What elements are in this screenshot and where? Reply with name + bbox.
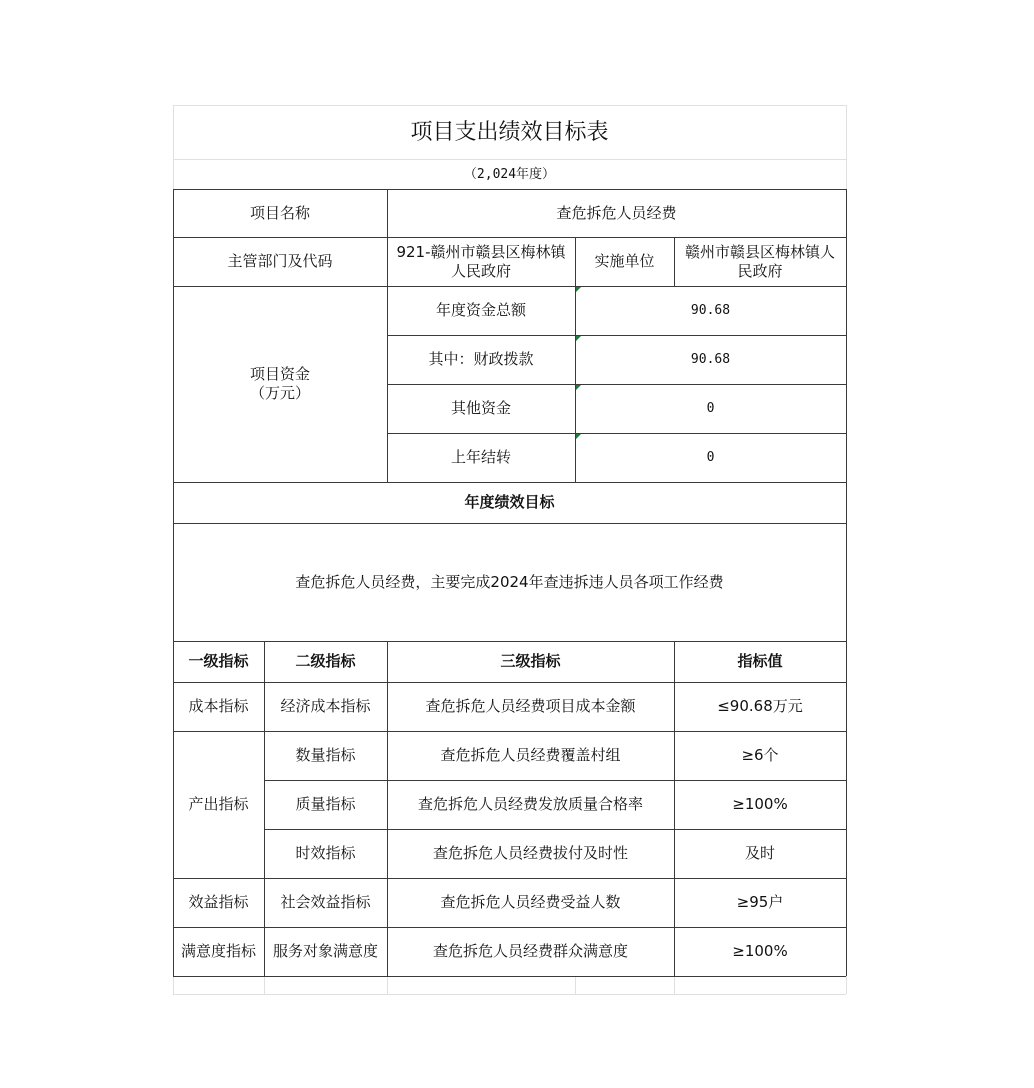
annual-goal-header: 年度绩效目标 — [464, 493, 555, 511]
indicator-column-header: 指标值 — [737, 652, 783, 670]
level2-indicator: 时效指标 — [295, 844, 356, 862]
grid-line — [173, 976, 174, 994]
department-label: 主管部门及代码 — [227, 252, 333, 270]
grid-line — [264, 976, 265, 994]
indicator-column-header: 二级指标 — [295, 652, 356, 670]
level3-indicator: 查危拆危人员经费拔付及时性 — [432, 844, 628, 862]
level1-indicator: 成本指标 — [188, 697, 249, 715]
indicator-value: ≥100% — [732, 942, 788, 960]
indicator-value: ≥6个 — [741, 746, 779, 764]
implementing-unit-value: 赣州市赣县区梅林镇人民政府 — [684, 242, 835, 280]
level3-indicator: 查危拆危人员经费受益人数 — [440, 893, 621, 911]
project-name-label: 项目名称 — [249, 203, 310, 222]
level2-indicator: 质量指标 — [295, 795, 356, 813]
grid-line — [846, 105, 847, 189]
level2-indicator: 社会效益指标 — [280, 893, 371, 911]
fiscal-year-label: （2,024年度） — [463, 166, 556, 182]
indicator-value: ≤90.68万元 — [717, 697, 803, 715]
performance-target-sheet — [173, 105, 846, 995]
level2-indicator: 数量指标 — [295, 746, 356, 764]
grid-line — [674, 976, 675, 994]
level1-indicator: 满意度指标 — [180, 942, 256, 960]
funds-row-value: 0 — [706, 401, 715, 416]
grid-line — [387, 976, 388, 994]
cell-comment-marker — [576, 336, 581, 341]
grid-line — [846, 976, 847, 994]
funds-row-label: 年度资金总额 — [435, 301, 526, 319]
annual-goal-text: 查危拆危人员经费，主要完成2024年查违拆违人员各项工作经费 — [295, 572, 724, 591]
level1-indicator: 产出指标 — [188, 795, 249, 813]
project-funds-label: 项目资金 （万元） — [249, 365, 310, 402]
cell-comment-marker — [576, 385, 581, 390]
project-name-value: 查危拆危人员经费 — [556, 203, 677, 222]
funds-row-label: 其他资金 — [450, 399, 511, 417]
funds-row-label: 其中：财政拨款 — [428, 350, 534, 368]
indicator-column-header: 三级指标 — [500, 652, 561, 670]
level3-indicator: 查危拆危人员经费项目成本金额 — [425, 697, 636, 715]
funds-row-value: 90.68 — [690, 303, 731, 318]
indicator-value: ≥95户 — [736, 893, 784, 911]
implementing-unit-label: 实施单位 — [594, 252, 655, 270]
level3-indicator: 查危拆危人员经费发放质量合格率 — [417, 795, 643, 813]
page-title: 项目支出绩效目标表 — [410, 119, 609, 145]
indicator-column-header: 一级指标 — [188, 652, 249, 670]
indicator-value: 及时 — [744, 844, 775, 862]
cell-comment-marker — [576, 287, 581, 292]
level2-indicator: 服务对象满意度 — [272, 942, 378, 960]
level3-indicator: 查危拆危人员经费群众满意度 — [432, 942, 628, 960]
indicator-value: ≥100% — [732, 795, 788, 813]
level1-indicator: 效益指标 — [188, 893, 249, 911]
grid-line — [173, 976, 846, 977]
funds-row-label: 上年结转 — [450, 448, 511, 466]
cell-comment-marker — [576, 434, 581, 439]
department-value: 921-赣州市赣县区梅林镇人民政府 — [396, 242, 566, 280]
funds-row-value: 90.68 — [690, 352, 731, 367]
level3-indicator: 查危拆危人员经费覆盖村组 — [440, 746, 621, 764]
grid-line — [575, 976, 576, 994]
grid-line — [846, 189, 847, 976]
funds-row-value: 0 — [706, 450, 715, 465]
grid-line — [173, 994, 846, 995]
level2-indicator: 经济成本指标 — [280, 697, 371, 715]
